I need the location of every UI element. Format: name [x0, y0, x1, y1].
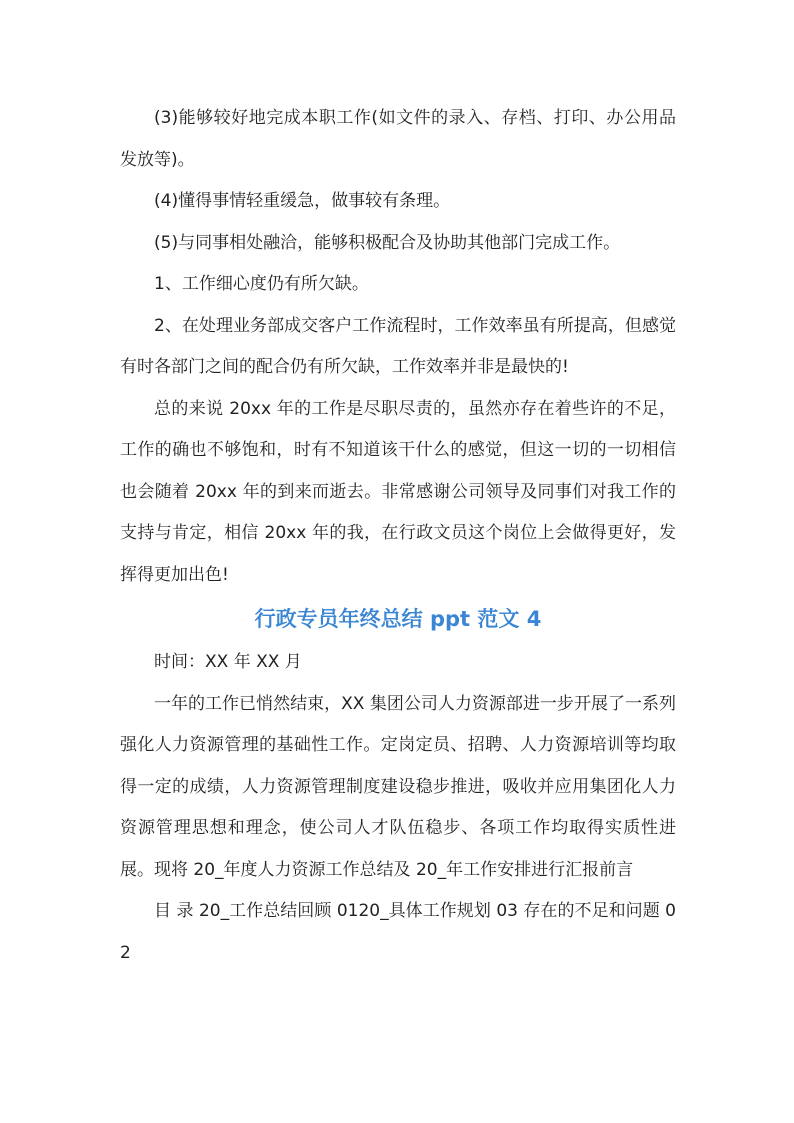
paragraph: 1、工作细心度仍有所欠缺。: [154, 274, 369, 294]
paragraph: (3)能够较好地完成本职工作(如文件的录入、存档、打印、办公用品发放等)。: [120, 108, 676, 170]
paragraph: 总的来说 20xx 年的工作是尽职尽责的，虽然亦存在着些许的不足，工作的确也不够饱和，时有不知道该干什么的感觉，但这一切的一切相信也会随着 20xx 年的到来而逝去。非常感谢公司领导及同事们对我工作的支持与肯定，相信 20xx 年的我，在行政文员这个岗位上会做得更好，发挥得更加出色!: [120, 398, 676, 585]
section-title: 行政专员年终总结 ppt 范文 4: [254, 607, 542, 631]
date-line: 时间：XX 年 XX 月: [154, 652, 302, 672]
table-of-contents: 目 录 20_工作总结回顾 0120_具体工作规划 03 存在的不足和问题 02: [120, 901, 676, 963]
document-page: [120, 98, 676, 974]
paragraph: 一年的工作已悄然结束，XX 集团公司人力资源部进一步开展了一系列强化人力资源管理的基础性工作。定岗定员、招聘、人力资源培训等均取得一定的成绩，人力资源管理制度建设稳步推进，吸收并应用集团化人力资源管理思想和理念，使公司人才队伍稳步、各项工作均取得实质性进展。现将 20_年度人力资源工作总结及 20_年工作安排进行汇报前言: [120, 693, 676, 880]
paragraph: (5)与同事相处融洽，能够积极配合及协助其他部门完成工作。: [154, 232, 621, 253]
paragraph: (4)懂得事情轻重缓急，做事较有条理。: [154, 191, 451, 211]
paragraph: 2、在处理业务部成交客户工作流程时，工作效率虽有所提高，但感觉有时各部门之间的配合仍有所欠缺，工作效率并非是最快的!: [120, 315, 676, 377]
